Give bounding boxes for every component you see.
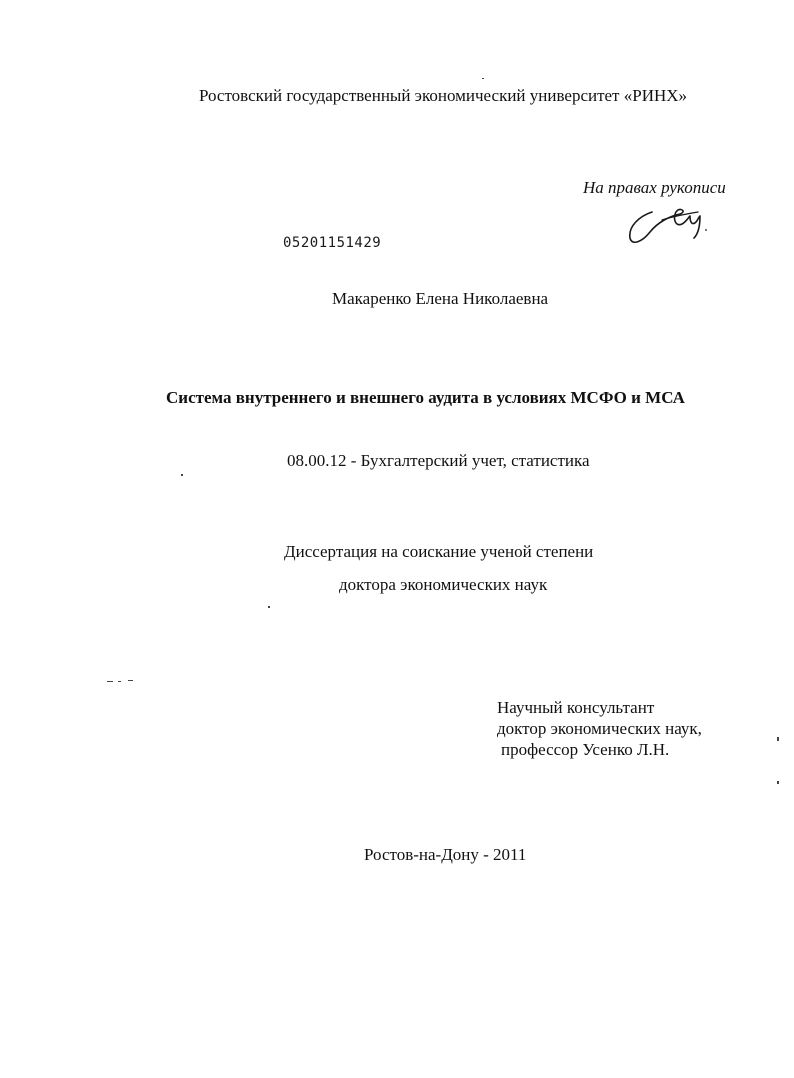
degree-line-2: доктора экономических наук bbox=[339, 575, 548, 594]
scan-speck bbox=[118, 681, 121, 682]
consultant-degree: доктор экономических наук, bbox=[497, 719, 702, 738]
dissertation-title: Система внутреннего и внешнего аудита в условиях МСФО и МСА bbox=[166, 388, 685, 407]
scan-speck bbox=[128, 680, 133, 681]
consultant-name: профессор Усенко Л.Н. bbox=[501, 740, 670, 759]
specialty-code: 08.00.12 - Бухгалтерский учет, статистика bbox=[287, 451, 590, 470]
scan-speck bbox=[268, 606, 270, 608]
scan-speck bbox=[107, 681, 113, 682]
scan-speck bbox=[777, 737, 779, 741]
signature-image bbox=[622, 200, 712, 248]
scan-speck bbox=[777, 781, 779, 784]
university-name: Ростовский государственный экономический университет «РИНХ» bbox=[198, 86, 688, 105]
degree-line-1: Диссертация на соискание ученой степени bbox=[284, 542, 594, 561]
author-name: Макаренко Елена Николаевна bbox=[332, 289, 549, 308]
manuscript-note: На правах рукописи bbox=[583, 178, 726, 197]
scientific-consultant bbox=[497, 697, 702, 760]
registration-number: 05201151429 bbox=[283, 235, 382, 251]
consultant-role: Научный консультант bbox=[497, 698, 655, 717]
city-year: Ростов-на-Дону - 2011 bbox=[364, 845, 527, 864]
scan-speck bbox=[181, 474, 183, 476]
scan-speck bbox=[482, 78, 484, 79]
